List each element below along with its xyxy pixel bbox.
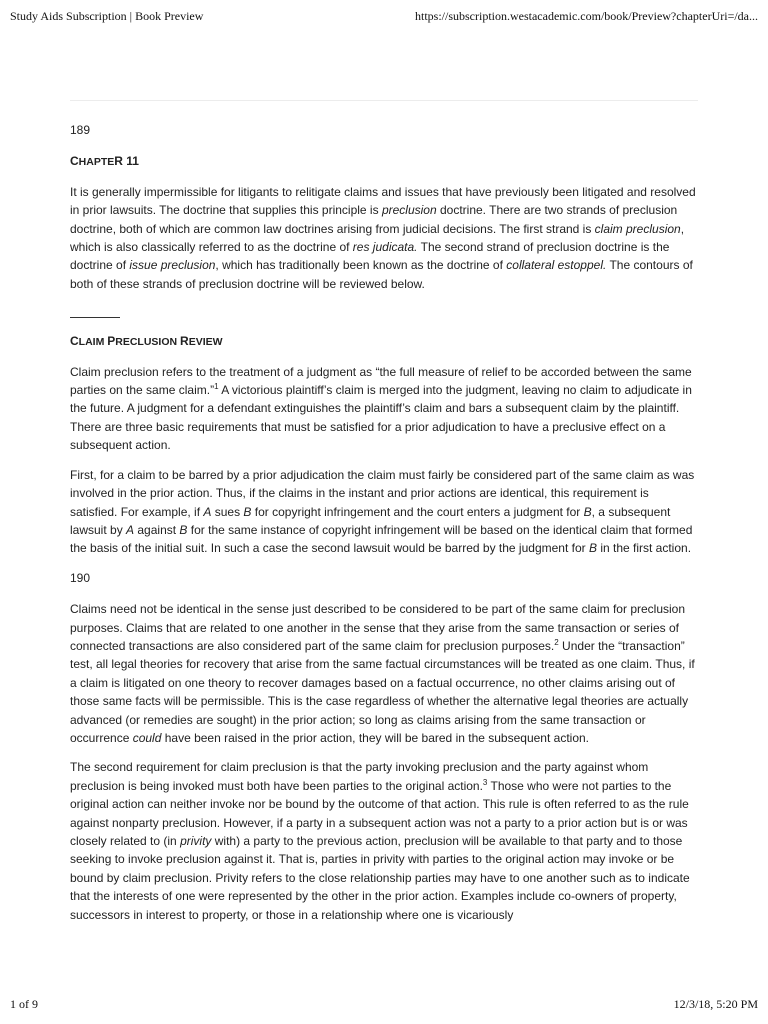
italic-term: B — [179, 522, 188, 537]
text-run: doctrine. There are two strands of preclusion doctrine, both of which are common law doctrines arising from judicial decisions. The first strand is — [70, 203, 678, 236]
chapter-heading — [70, 152, 698, 171]
italic-term: preclusion — [381, 203, 437, 218]
italic-term: issue preclusion — [129, 258, 216, 273]
italic-term: A — [126, 522, 135, 537]
text-run: in the first action. — [596, 541, 692, 556]
paragraph-first-requirement — [70, 466, 698, 558]
italic-term: could — [132, 730, 162, 745]
text-run: , which has traditionally been known as the doctrine of — [215, 258, 507, 273]
italic-term: privity — [180, 834, 212, 848]
paragraph-second-requirement — [70, 758, 698, 924]
page-url: https://subscription.westacademic.com/book/Preview?chapterUri=/da... — [414, 9, 758, 23]
italic-term: collateral estoppel. — [506, 258, 607, 273]
chapter-heading-initial: C — [70, 154, 79, 169]
text-run: It is generally impermissible for litigants to relitigate claims and issues that have previously been litigated and resolved in prior lawsuits. The doctrine that supplies this principle is — [70, 184, 696, 218]
italic-term: claim preclusion — [594, 221, 681, 236]
section-heading — [70, 332, 698, 351]
print-header — [10, 9, 758, 24]
intro-paragraph — [70, 183, 698, 293]
page-number-190: 190 — [70, 570, 91, 585]
section-heading-part: R — [180, 334, 189, 349]
section-heading-part: EVIEW — [188, 336, 223, 349]
text-run: A victorious plaintiff’s claim is merged into the judgment, leaving no claim to adjudicate in the future. A judgment for a defendant extinguishes the plaintiff’s claim and bars a subsequent claim by the plaintiff. There are three basic requirements that must be satisfied for a prior adjudication to have a preclusive effect on a subsequent action. — [70, 383, 692, 453]
text-run: for the same instance of copyright infringement will be based on the identical claim that formed the basis of the initial suit. In such a case the second lawsuit would be barred by the judgment for — [70, 522, 693, 556]
chapter-heading-smallcaps: HAPTE — [78, 156, 115, 169]
print-footer — [10, 997, 758, 1012]
text-run: , a subsequent lawsuit by — [70, 504, 671, 537]
section-divider — [70, 317, 120, 318]
paragraph-claim-preclusion-definition — [70, 363, 698, 455]
text-run: against — [134, 522, 180, 537]
section-heading-part: P — [107, 334, 116, 349]
text-run: Claim preclusion refers to the treatment of a judgment as “the full measure of relief to be accorded between the same parties on the same claim.” — [70, 364, 692, 398]
italic-term: B — [588, 541, 597, 556]
text-run: with) a party to the previous action, preclusion will be available to that party and to those seeking to invoke preclusion against it. That is, parties in privity with parties to the original action may invoke or be bound by claim preclusion. Privity refers to the close relationship parties may have to one another such as to indicate that the interests of one were represented by the other in the prior action. Examples include co-owners of property, successors in interest to property, or those in a relationship where one is vicariously — [70, 834, 690, 922]
print-timestamp: 12/3/18, 5:20 PM — [673, 997, 758, 1011]
text-run: have been raised in the prior action, they will be bared in the subsequent action. — [161, 730, 589, 745]
footnote-ref[interactable]: 3 — [482, 777, 488, 787]
chapter-heading-rest: R 11 — [114, 154, 139, 169]
italic-term: A — [203, 504, 212, 519]
italic-term: B — [243, 504, 252, 519]
text-run: The second strand of preclusion doctrine is the doctrine of — [70, 240, 670, 273]
footnote-ref[interactable]: 1 — [214, 382, 219, 392]
text-run: for copyright infringement and the court enters a judgment for — [251, 504, 584, 519]
text-run: The contours of both of these strands of preclusion doctrine will be reviewed below. — [70, 258, 693, 291]
text-run: sues — [211, 504, 244, 519]
text-run: Under the “transaction” test, all legal theories for recovery that arise from the same factual circumstances will be treated as one claim. Thus, if a claim is litigated on one theory to recover damages based on a factual occurrence, no other claims arising out of those same facts will be permissible. This is the case regardless of whether the alternative legal theories are actually advanced (or remedies are sought) in the prior action; so long as claims arising from the same transaction or occurrence — [70, 638, 695, 745]
section-heading-part: LAIM — [78, 336, 108, 349]
text-run: The second requirement for claim preclusion is that the party invoking preclusion and the party against whom preclusion is being invoked must both have been parties to the original action. — [70, 760, 649, 793]
book-preview-content — [70, 121, 698, 935]
section-heading-part: RECLUSION — [115, 336, 181, 349]
paragraph-transaction-test — [70, 600, 698, 747]
text-run: , which is also classically referred to as the doctrine of — [70, 221, 685, 255]
italic-term: res judicata. — [352, 240, 418, 255]
page-title: Study Aids Subscription | Book Preview — [10, 9, 204, 23]
section-heading-part: C — [70, 334, 79, 349]
text-run: Those who were not parties to the original action can neither invoke nor be bound by the outcome of that action. This rule is often referred to as the rule against nonparty preclusion. However, if a party in a subsequent action was not a party to a prior action but is or was closely related to (in — [70, 778, 689, 848]
text-run: Claims need not be identical in the sense just described to be considered to be part of the same claim for preclusion purposes. Claims that are related to one another in the sense that they arise from the same transaction or series of connected transactions are also considered part of the same claim for preclusion purposes. — [70, 602, 686, 653]
text-run: First, for a claim to be barred by a prior adjudication the claim must fairly be considered part of the same claim as was involved in the prior action. Thus, if the claims in the instant and prior actions are identical, this requirement is satisfied. For example, if — [70, 467, 695, 519]
page-number-189: 189 — [70, 123, 91, 137]
top-divider — [70, 100, 698, 101]
italic-term: B — [583, 504, 592, 519]
page-indicator: 1 of 9 — [10, 997, 38, 1011]
footnote-ref[interactable]: 2 — [554, 637, 559, 647]
